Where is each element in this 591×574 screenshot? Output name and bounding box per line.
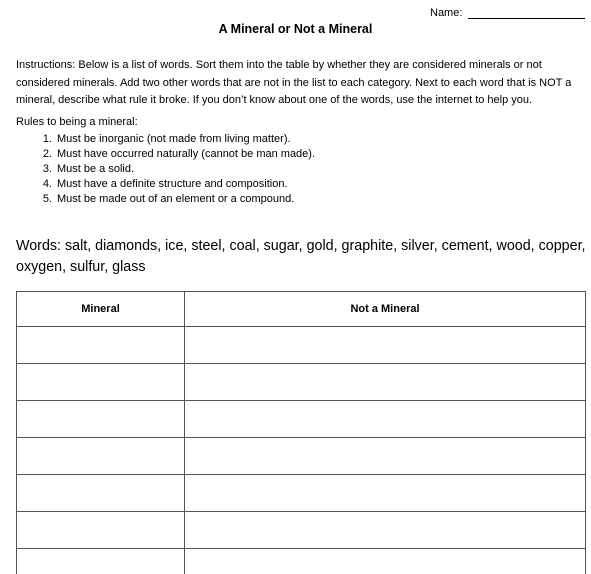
rule-text: Must have a definite structure and composition. xyxy=(57,178,288,190)
table-row xyxy=(17,364,586,401)
not-mineral-column-header: Not a Mineral xyxy=(185,292,586,327)
mineral-cell[interactable] xyxy=(17,364,185,401)
mineral-cell[interactable] xyxy=(17,549,185,574)
rule-number: 3. xyxy=(42,163,52,175)
rule-text: Must be a solid. xyxy=(57,163,135,175)
mineral-cell[interactable] xyxy=(17,475,185,512)
table-row xyxy=(17,549,586,574)
word-list: Words: salt, diamonds, ice, steel, coal, sugar, gold, graphite, silver, cement, wood, copper, oxygen, sulfur, glass xyxy=(16,238,586,275)
page-title: A Mineral or Not a Mineral xyxy=(218,22,373,36)
rule-item xyxy=(16,132,315,147)
rule-item xyxy=(16,147,315,162)
mineral-cell[interactable] xyxy=(17,327,185,364)
table-row xyxy=(17,512,586,549)
not-mineral-cell[interactable] xyxy=(185,438,586,475)
rule-text: Must have occurred naturally (cannot be man made). xyxy=(57,148,316,160)
rules-heading: Rules to being a mineral: xyxy=(16,116,138,128)
instructions-paragraph: Instructions: Below is a list of words. Sort them into the table by whether they are considered minerals or not considered minerals. Add two other words that are not in the list to each category. Next to each word that is NOT a mineral, describe what rule it broke. If you don’t know about one of the words, use the internet to help you. xyxy=(16,59,572,106)
rule-item xyxy=(16,162,315,177)
name-label: Name: xyxy=(430,7,463,19)
name-field xyxy=(430,7,585,19)
sorting-table xyxy=(16,291,586,574)
rules-list xyxy=(16,132,315,207)
rule-item xyxy=(16,192,315,207)
rule-number: 4. xyxy=(42,178,52,190)
mineral-cell[interactable] xyxy=(17,438,185,475)
not-mineral-cell[interactable] xyxy=(185,512,586,549)
table-row xyxy=(17,401,586,438)
not-mineral-cell[interactable] xyxy=(185,364,586,401)
not-mineral-cell[interactable] xyxy=(185,475,586,512)
not-mineral-cell[interactable] xyxy=(185,327,586,364)
mineral-cell[interactable] xyxy=(17,512,185,549)
table-row xyxy=(17,438,586,475)
rule-number: 5. xyxy=(42,193,52,205)
rule-number: 1. xyxy=(42,133,52,145)
not-mineral-cell[interactable] xyxy=(185,549,586,574)
table-header-row xyxy=(17,292,586,327)
rule-text: Must be made out of an element or a compound. xyxy=(57,193,295,205)
not-mineral-cell[interactable] xyxy=(185,401,586,438)
rule-item xyxy=(16,177,315,192)
name-blank-line[interactable] xyxy=(468,7,585,19)
table-row xyxy=(17,475,586,512)
mineral-column-header: Mineral xyxy=(17,292,185,327)
rule-text: Must be inorganic (not made from living matter). xyxy=(57,133,291,145)
mineral-cell[interactable] xyxy=(17,401,185,438)
table-row xyxy=(17,327,586,364)
rule-number: 2. xyxy=(42,148,52,160)
